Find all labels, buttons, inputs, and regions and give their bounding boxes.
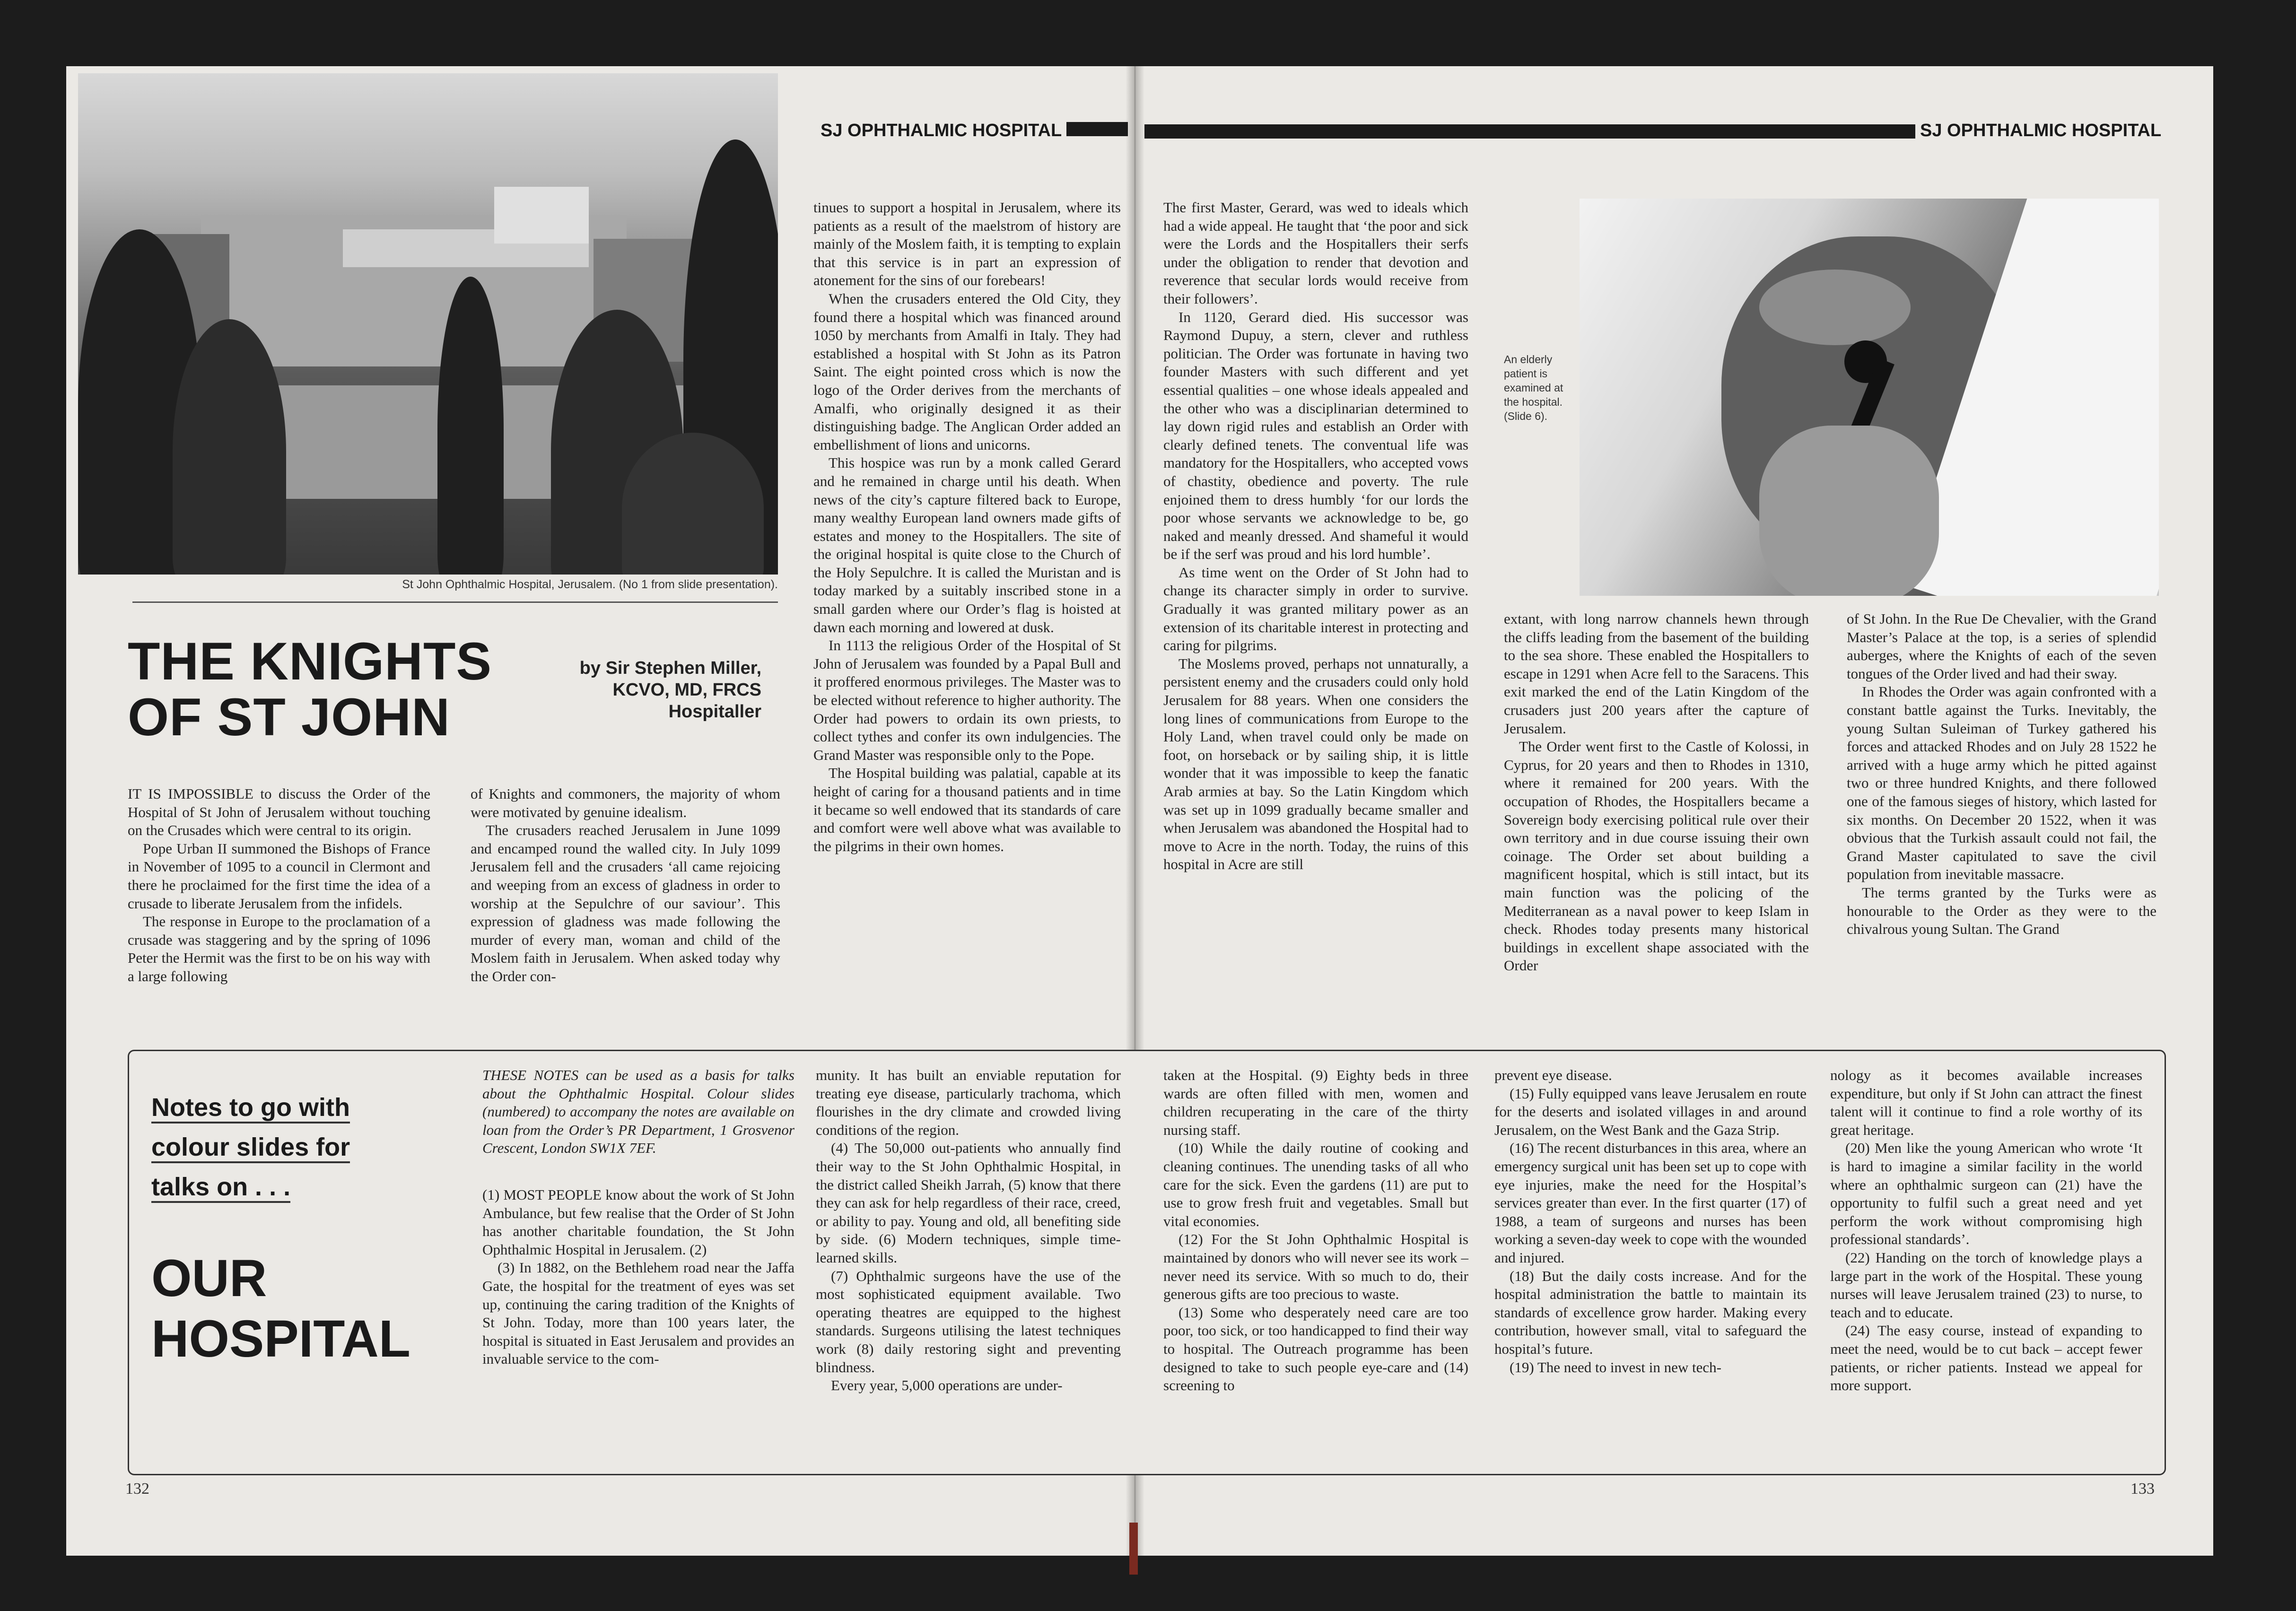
notes-column-2 (816, 1066, 1121, 1395)
article-paragraph: IT IS IMPOSSIBLE to discuss the Order of the Hospital of St John of Jerusalem without touching on the Crusades which were central to its origin. (128, 785, 430, 839)
patient-photo-caption: An elderly patient is examined at the hospital. (Slide 6). (1504, 353, 1563, 422)
notes-paragraph: (7) Ophthalmic surgeons have the use of the most sophisticated equipment available. Two operating theatres are equipped to the highest standards. Surgeons utilising the latest techniques work (8) daily restoring sight and preventing blindness. (816, 1267, 1121, 1376)
article-column-5 (1504, 610, 1809, 975)
hospital-photo-caption: St John Ophthalmic Hospital, Jerusalem. (No 1 from slide presentation). (402, 578, 778, 591)
caption-rule (132, 601, 778, 603)
article-column-4 (1163, 199, 1468, 874)
notes-paragraph: nology as it becomes available increases expenditure, but only if St John can attract the finest talent will it continue to find a role worthy of its great heritage. (1830, 1067, 2142, 1138)
notes-paragraph: (4) The 50,000 out-patients who annually find their way to the St John Ophthalmic Hospital, in the district called Sheikh Jarrah, (5) know that there they can ask for help regardless of their race, creed, or ability to pay. Young and old, all benefiting side by side. (6) Modern techniques, simple time-learned skills. (816, 1140, 1121, 1266)
article-paragraph: The first Master, Gerard, was wed to ideals which had a wide appeal. He taught that ‘the poor and sick were the Lords and the Hospitallers their serfs under the obligation to render that devotion and reverence that secular lords would receive from their followers’. (1163, 199, 1468, 307)
article-paragraph: The Order went first to the Castle of Kolossi, in Cyprus, for 20 years and then to Rhodes in 1310, where it remained for 200 years. With the occupation of Rhodes, the Hospitallers became a Sovereign body exercising political rule over their own territory and in due course issuing their own coinage. The Order set about building a magnificent hospital, which is still intact, but its main function was the policing of the Mediterranean as a naval power to keep Islam in check. Rhodes today presents many historical buildings in excellent shape associated with the Order (1504, 738, 1809, 974)
article-headline (128, 634, 553, 745)
article-paragraph: When the crusaders entered the Old City, they found there a hospital which was financed around 1050 by merchants from Amalfi in Italy. They had established a hospital with St John as its Patron Saint. The eight pointed cross which is now the logo of the Order derives from the merchants of Amalfi, who originally designed it as their distinguishing badge. The Anglican Order added an embellishment of lions and unicorns. (813, 290, 1121, 453)
notes-paragraph: (19) The need to invest in new tech- (1510, 1358, 1721, 1376)
notes-paragraph: (18) But the daily costs increase. And for the hospital administration the battle to maintain its standards of excellence grow harder. Making every contribution, however small, vital to safeguard the hospital’s future. (1494, 1267, 1807, 1357)
header-right-text: SJ OPHTHALMIC HOSPITAL (1920, 121, 2162, 140)
notes-big-title-line-2: HOSPITAL (151, 1310, 410, 1368)
hospital-photo (78, 73, 778, 575)
article-paragraph: In 1113 the religious Order of the Hospital of St John of Jerusalem was founded by a Papal Bull and it proffered enormous privileges. The Master was to be elected without reference to higher authority. The Order had powers to ordain its own priests, to collect tythes and confer its own indulgencies. The Grand Master was responsible only to the Pope. (813, 637, 1121, 763)
header-left-text: SJ OPHTHALMIC HOSPITAL (821, 121, 1062, 140)
article-byline (558, 657, 761, 723)
byline-role: Hospitaller (668, 702, 761, 722)
notes-paragraph: prevent eye disease. (1494, 1067, 1612, 1083)
notes-paragraph: (20) Men like the young American who wrote ‘It is hard to imagine a similar facility in the world where an ophthalmic surgeon can (21) have the opportunity to fulfil such a great need and yet perform the work without compromising high professional standards’. (1830, 1140, 2142, 1248)
notes-paragraph: (22) Handing on the torch of knowledge plays a large part in the work of the Hospital. These young nurses will leave Jerusalem trained (23) to nurse, to teach and to educate. (1830, 1249, 2142, 1321)
article-paragraph: The Hospital building was palatial, capable at its height of caring for a thousand patients and in time it became so well endowed that its standards of care and comfort were well above what was available to the pilgrims in their own homes. (813, 765, 1121, 854)
header-right-bar (1144, 124, 1915, 139)
notes-paragraph: (3) In 1882, on the Bethlehem road near the Jaffa Gate, the hospital for the treatment of eyes was set up, continuing the caring tradition of the Knights of St John. Today, more than 100 years later, the hospital is situated in East Jerusalem and provides an invaluable service to the com- (482, 1259, 794, 1367)
notes-paragraph: (15) Fully equipped vans leave Jerusalem en route for the deserts and isolated villages in and around Jerusalem, on the West Bank and the Gaza Strip. (1494, 1085, 1807, 1138)
article-paragraph: of Knights and commoners, the majority of whom were motivated by genuine idealism. (471, 785, 780, 820)
article-paragraph: tinues to support a hospital in Jerusalem, where its patients as a result of the maelstrom of history are mainly of the Moslem faith, it is tempting to explain that this service is in part an expression of atonement for the sins of our forebears! (813, 199, 1121, 289)
notes-title (151, 1088, 378, 1207)
notes-paragraph: (13) Some who desperately need care are too poor, too sick, or too handicapped to find their way to hospital. The Outreach programme has been designed to take to such people eye-care and (14) screening to (1163, 1304, 1468, 1394)
page-number-right: 133 (2130, 1480, 2155, 1498)
article-paragraph: As time went on the Order of St John had to change its character simply in order to survive. Gradually it was granted military power as an extension of its charitable interest in protecting and caring for pilgrims. (1163, 564, 1468, 654)
notes-paragraph: taken at the Hospital. (9) Eighty beds in three wards are often filled with men, women and children recuperating in the care of the thirty nursing staff. (1163, 1067, 1468, 1138)
article-paragraph: Pope Urban II summoned the Bishops of France in November of 1095 to a council in Clermont and there he proclaimed for the first time the idea of a crusade to liberate Jerusalem from the infidels. (128, 840, 430, 912)
notes-column-1 (482, 1066, 794, 1368)
article-paragraph: In 1120, Gerard died. His successor was Raymond Dupuy, a stern, clever and ruthless politician. The Order was fortunate in having two founder Masters with such different and yet essential qualities – one whose ideals appealed and the other who was a disciplinarian determined to lay down rigid rules and establish an Order with clearly defined tenets. The conventual life was mandatory for the Hospitallers, who accepted vows of chastity, obedience and poverty. The rule enjoined them to dress humbly ‘for our lords the poor whose servants we acknowledge to be, go naked and meanly dressed. And shameful it would be if the serf was proud and his lord humble’. (1163, 308, 1468, 563)
headline-line-1: THE KNIGHTS (128, 632, 492, 691)
article-paragraph: extant, with long narrow channels hewn through the cliffs leading from the basement of the building to the sea shore. These enabled the Hospitallers to escape in 1291 when Acre fell to the Saracens. This exit marked the end of the Latin Kingdom of the crusaders just 200 years after the capture of Jerusalem. (1504, 610, 1809, 737)
article-column-6 (1847, 610, 2156, 939)
notes-title-line-3: talks on . . . (151, 1173, 290, 1203)
headline-line-2: OF ST JOHN (128, 688, 451, 747)
notes-title-line-1: Notes to go with (151, 1093, 350, 1123)
notes-title-line-2: colour slides for (151, 1133, 350, 1163)
notes-paragraph: Every year, 5,000 operations are under- (831, 1377, 1063, 1394)
notes-intro: THESE NOTES can be used as a basis for talks about the Ophthalmic Hospital. Colour slides (numbered) to accompany the notes are available on loan from the Order’s PR Department, 1 Grosvenor Crescent, London SW1X 7EF. (482, 1067, 794, 1157)
notes-paragraph: (12) For the St John Ophthalmic Hospital is maintained by donors who will never see its work – never need its service. With so much to do, their generous gifts are too precious to waste. (1163, 1231, 1468, 1303)
article-column-2 (471, 785, 780, 986)
page-number-left: 132 (125, 1480, 149, 1498)
notes-big-title (151, 1248, 410, 1369)
header-left-bar (1066, 122, 1128, 136)
article-paragraph: In Rhodes the Order was again confronted with a constant battle against the Turks. Inevitably, the young Sultan Suleiman of Turkey gathered his forces and attacked Rhodes and on July 28 1522 he arrived with a huge army which he pitted against two or three hundred Knights, and there followed one of the famous sieges of history, which lasted for six months. On December 20 1522, when it was obvious that the Turkish assault could not fail, the Grand Master capitulated to save the civil population from inevitable massacre. (1847, 683, 2156, 883)
notes-column-3 (1163, 1066, 1468, 1395)
article-column-1 (128, 785, 430, 986)
article-paragraph: The Moslems proved, perhaps not unnaturally, a persistent enemy and the crusaders could only hold Jerusalem for 88 years. When one considers the long lines of communications from Europe to the Holy Land, when travel could only be made on foot, on horseback or by sailing ship, it is little wonder that it was impossible to keep the fanatic Arab armies at bay. So the Latin Kingdom which was set up in 1099 gradually became smaller and when Jerusalem was abandoned the Hospital had to move to Acre in the north. Today, the ruins of this hospital in Acre are still (1163, 655, 1468, 873)
notes-paragraph: munity. It has built an enviable reputation for treating eye disease, particularly trachoma, which flourishes in the dry climate and crowded living conditions of the region. (816, 1067, 1121, 1138)
notes-column-4 (1494, 1066, 1807, 1376)
notes-big-title-line-1: OUR (151, 1249, 267, 1307)
byline-author: by Sir Stephen Miller, (579, 658, 761, 678)
article-paragraph: The terms granted by the Turks were as honourable to the Order as they were to the chivalrous young Sultan. The Grand (1847, 884, 2156, 938)
article-paragraph: of St John. In the Rue De Chevalier, with the Grand Master’s Palace at the top, is a series of splendid auberges, where the Knights of each of the seven tongues of the Order lived and had their sway. (1847, 610, 2156, 682)
bookmark-ribbon (1129, 1523, 1138, 1575)
article-column-3 (813, 199, 1121, 855)
notes-paragraph: (24) The easy course, instead of expanding to meet the need, would be to cut back – accept fewer patients, or richer patients. Instead we appeal for more support. (1830, 1322, 2142, 1394)
patient-photo (1580, 199, 2159, 596)
notes-column-5 (1830, 1066, 2142, 1395)
byline-honours: KCVO, MD, FRCS (612, 680, 761, 700)
article-paragraph: The crusaders reached Jerusalem in June 1099 and encamped round the walled city. In July 1099 Jerusalem fell and the crusaders ‘all came rejoicing and weeping from an excess of gladness in order to worship at the Sepulchre of our saviour’. This expression of gladness was made following the murder of every man, woman and child of the Moslem faith in Jerusalem. When asked today why the Order con- (471, 822, 780, 984)
notes-paragraph: (10) While the daily routine of cooking and cleaning continues. The unending tasks of all who care for the sick. Even the gardens (11) are put to use to grow fresh fruit and vegetables. Small but vital economies. (1163, 1140, 1468, 1229)
notes-paragraph: (1) MOST PEOPLE know about the work of St John Ambulance, but few realise that the Order of St John has another charitable foundation, the St John Ophthalmic Hospital in Jerusalem. (2) (482, 1186, 794, 1258)
article-paragraph: This hospice was run by a monk called Gerard and he remained in charge until his death. When news of the city’s capture filtered back to Europe, many wealthy European land owners made gifts of estates and money to the Hospitallers. The site of the original hospital is quite close to the Church of the Holy Sepulchre. It is called the Muristan and is today marked by a suitably inscribed stone in a small garden where our Order’s flag is hoisted at dawn each morning and lowered at dusk. (813, 454, 1121, 636)
notes-paragraph: (16) The recent disturbances in this area, where an emergency surgical unit has been set up to cope with eye injuries, make the need for the Hospital’s services greater than ever. In the first quarter (17) of 1988, a team of surgeons and nurses has been working a seven-day week to cope with the wounded and injured. (1494, 1140, 1807, 1266)
article-paragraph: The response in Europe to the proclamation of a crusade was staggering and by the spring of 1096 Peter the Hermit was the first to be on his way with a large following (128, 913, 430, 984)
